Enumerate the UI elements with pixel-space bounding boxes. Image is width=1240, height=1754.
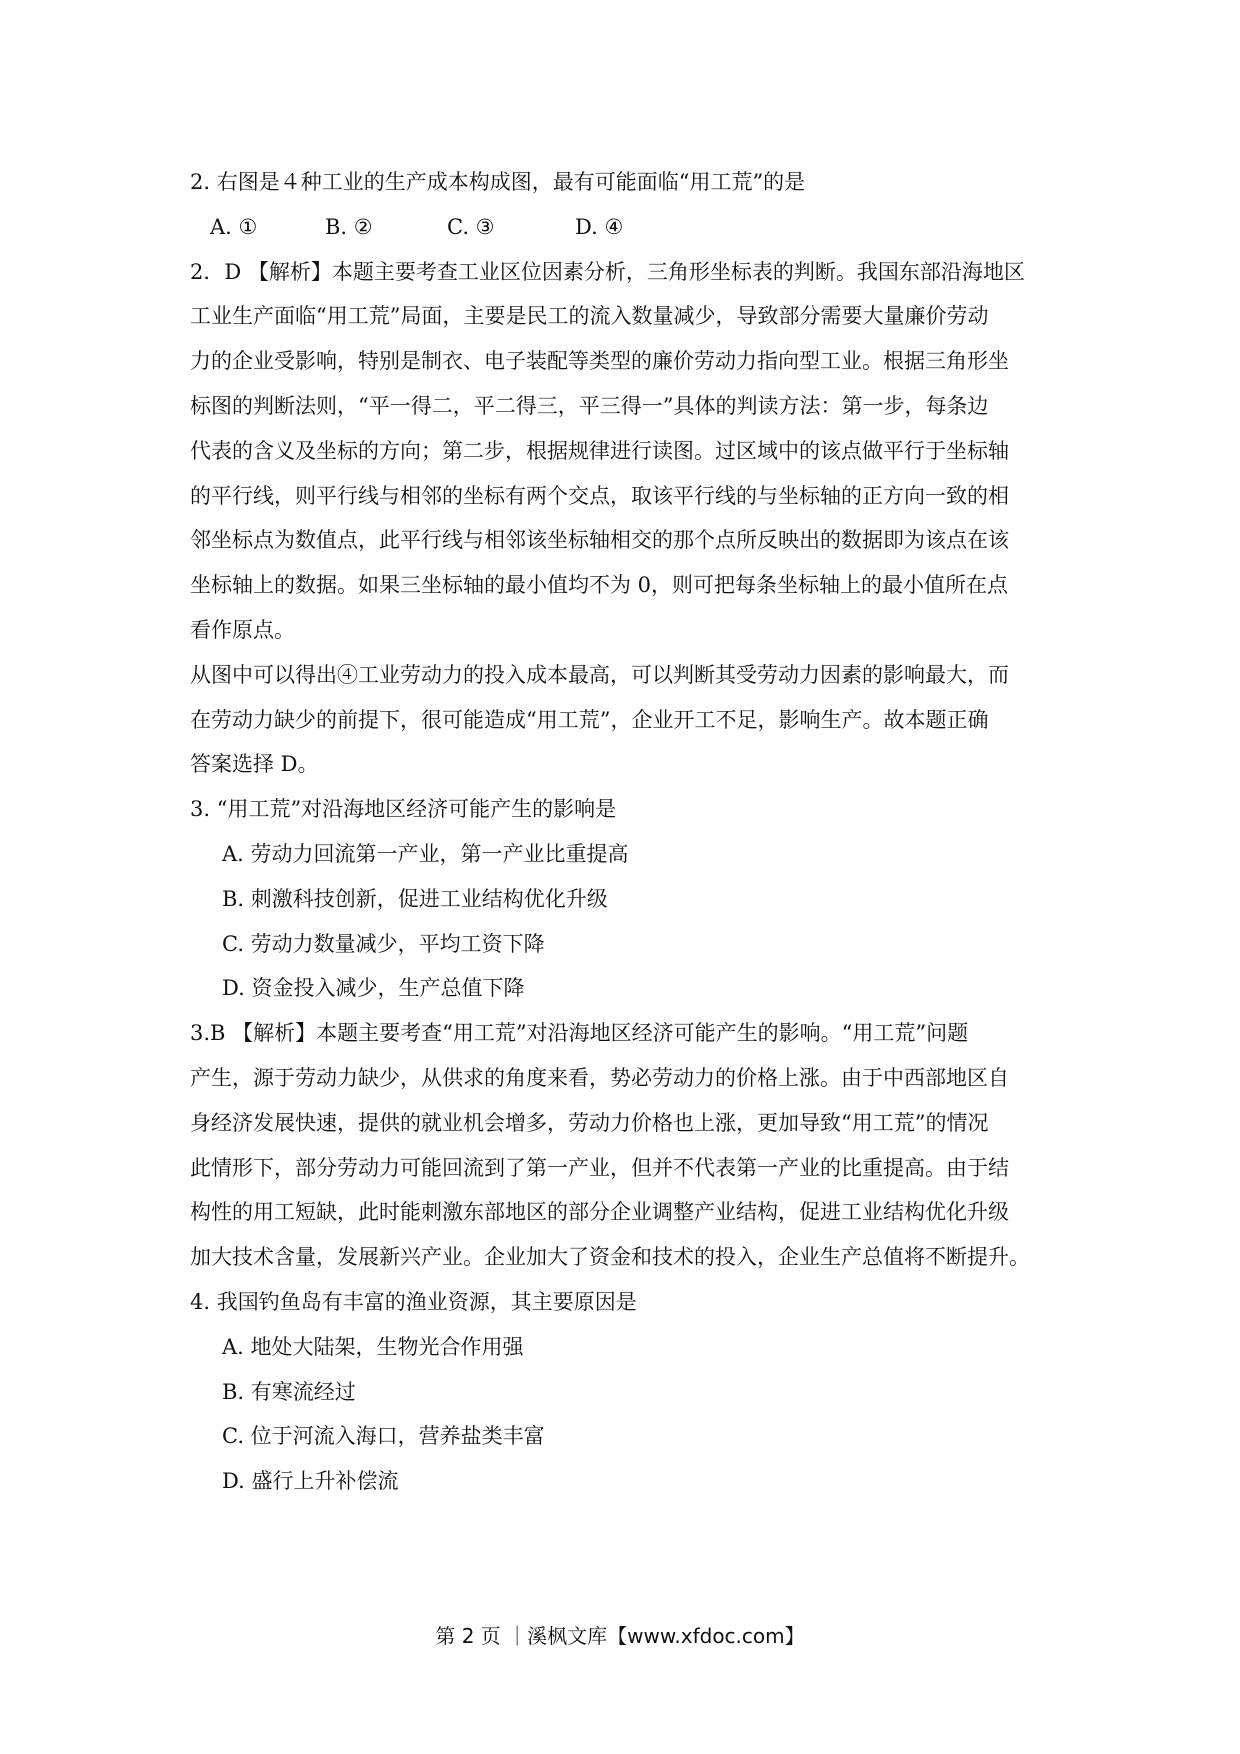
answer-2-explanation bbox=[190, 250, 1060, 788]
answer-3-explanation bbox=[190, 1011, 1060, 1280]
question-4-stem: 4. 我国钓鱼岛有丰富的渔业资源，其主要原因是 bbox=[190, 1289, 637, 1314]
question-2-stem: 2. 右图是４种工业的生产成本构成图，最有可能面临“用工荒”的是 bbox=[190, 170, 806, 194]
q3-choice-c: C. 劳动力数量减少，平均工资下降 bbox=[222, 931, 545, 956]
answer-line: 此情形下，部分劳动力可能回流到了第一产业，但并不代表第一产业的比重提高。由于结 bbox=[190, 1155, 1009, 1180]
answer-line: 力的企业受影响，特别是制衣、电子装配等类型的廉价劳动力指向型工业。根据三角形坐 bbox=[190, 349, 1009, 374]
question-2-choices bbox=[190, 205, 1060, 250]
answer-line: 加大技术含量，发展新兴产业。企业加大了资金和技术的投入，企业生产总值将不断提升。 bbox=[190, 1245, 1030, 1270]
document-body bbox=[190, 160, 1060, 1504]
answer-line: 工业生产面临“用工荒”局面，主要是民工的流入数量减少，导致部分需要大量廉价劳动 bbox=[190, 304, 989, 329]
q4-choice-b: B. 有寒流经过 bbox=[222, 1379, 356, 1404]
q2-choice-b: B. ② bbox=[325, 214, 373, 239]
q4-choice-d: D. 盛行上升补偿流 bbox=[222, 1469, 399, 1494]
q2-choice-d: D. ④ bbox=[575, 214, 624, 239]
answer-line: 标图的判断法则，“平一得二，平二得三，平三得一”具体的判读方法：第一步，每条边 bbox=[190, 393, 989, 418]
q3-choice-a: A. 劳动力回流第一产业，第一产业比重提高 bbox=[222, 841, 629, 866]
page-footer: 第 2 页 ｜溪枫文库【www.xfdoc.com】 bbox=[435, 1624, 805, 1648]
q3-choice-d: D. 资金投入减少，生产总值下降 bbox=[222, 976, 525, 1001]
answer-line: 答案选择 D。 bbox=[190, 752, 319, 777]
q2-choice-c: C. ③ bbox=[447, 214, 495, 239]
answer-line: 2．D 【解析】本题主要考查工业区位因素分析，三角形坐标表的判断。我国东部沿海地区 bbox=[190, 259, 1025, 284]
answer-line: 产生，源于劳动力缺少，从供求的角度来看，势必劳动力的价格上涨。由于中西部地区自 bbox=[190, 1065, 1009, 1090]
answer-line: 邻坐标点为数值点，此平行线与相邻该坐标轴相交的那个点所反映出的数据即为该点在该 bbox=[190, 528, 1009, 553]
answer-line: 坐标轴上的数据。如果三坐标轴的最小值均不为 0，则可把每条坐标轴上的最小值所在点 bbox=[190, 573, 1009, 598]
answer-line: 看作原点。 bbox=[190, 617, 295, 642]
answer-line: 身经济发展快速，提供的就业机会增多，劳动力价格也上涨，更加导致“用工荒”的情况 bbox=[190, 1110, 989, 1135]
answer-line: 从图中可以得出④工业劳动力的投入成本最高，可以判断其受劳动力因素的影响最大，而 bbox=[190, 662, 1009, 687]
q2-choice-a: A. ① bbox=[210, 214, 258, 239]
answer-line: 构性的用工短缺，此时能刺激东部地区的部分企业调整产业结构，促进工业结构优化升级 bbox=[190, 1200, 1009, 1225]
answer-line: 代表的含义及坐标的方向；第二步，根据规律进行读图。过区域中的该点做平行于坐标轴 bbox=[190, 438, 1009, 463]
answer-line: 3.B 【解析】本题主要考查“用工荒”对沿海地区经济可能产生的影响。“用工荒”问题 bbox=[190, 1021, 969, 1046]
answer-line: 的平行线，则平行线与相邻的坐标有两个交点，取该平行线的与坐标轴的正方向一致的相 bbox=[190, 483, 1009, 508]
q4-choice-c: C. 位于河流入海口，营养盐类丰富 bbox=[222, 1424, 545, 1449]
question-3-stem: 3. “用工荒”对沿海地区经济可能产生的影响是 bbox=[190, 797, 617, 822]
q3-choice-b: B. 刺激科技创新，促进工业结构优化升级 bbox=[222, 886, 608, 911]
q4-choice-a: A. 地处大陆架，生物光合作用强 bbox=[222, 1334, 524, 1359]
answer-line: 在劳动力缺少的前提下，很可能造成“用工荒”，企业开工不足，影响生产。故本题正确 bbox=[190, 707, 989, 732]
